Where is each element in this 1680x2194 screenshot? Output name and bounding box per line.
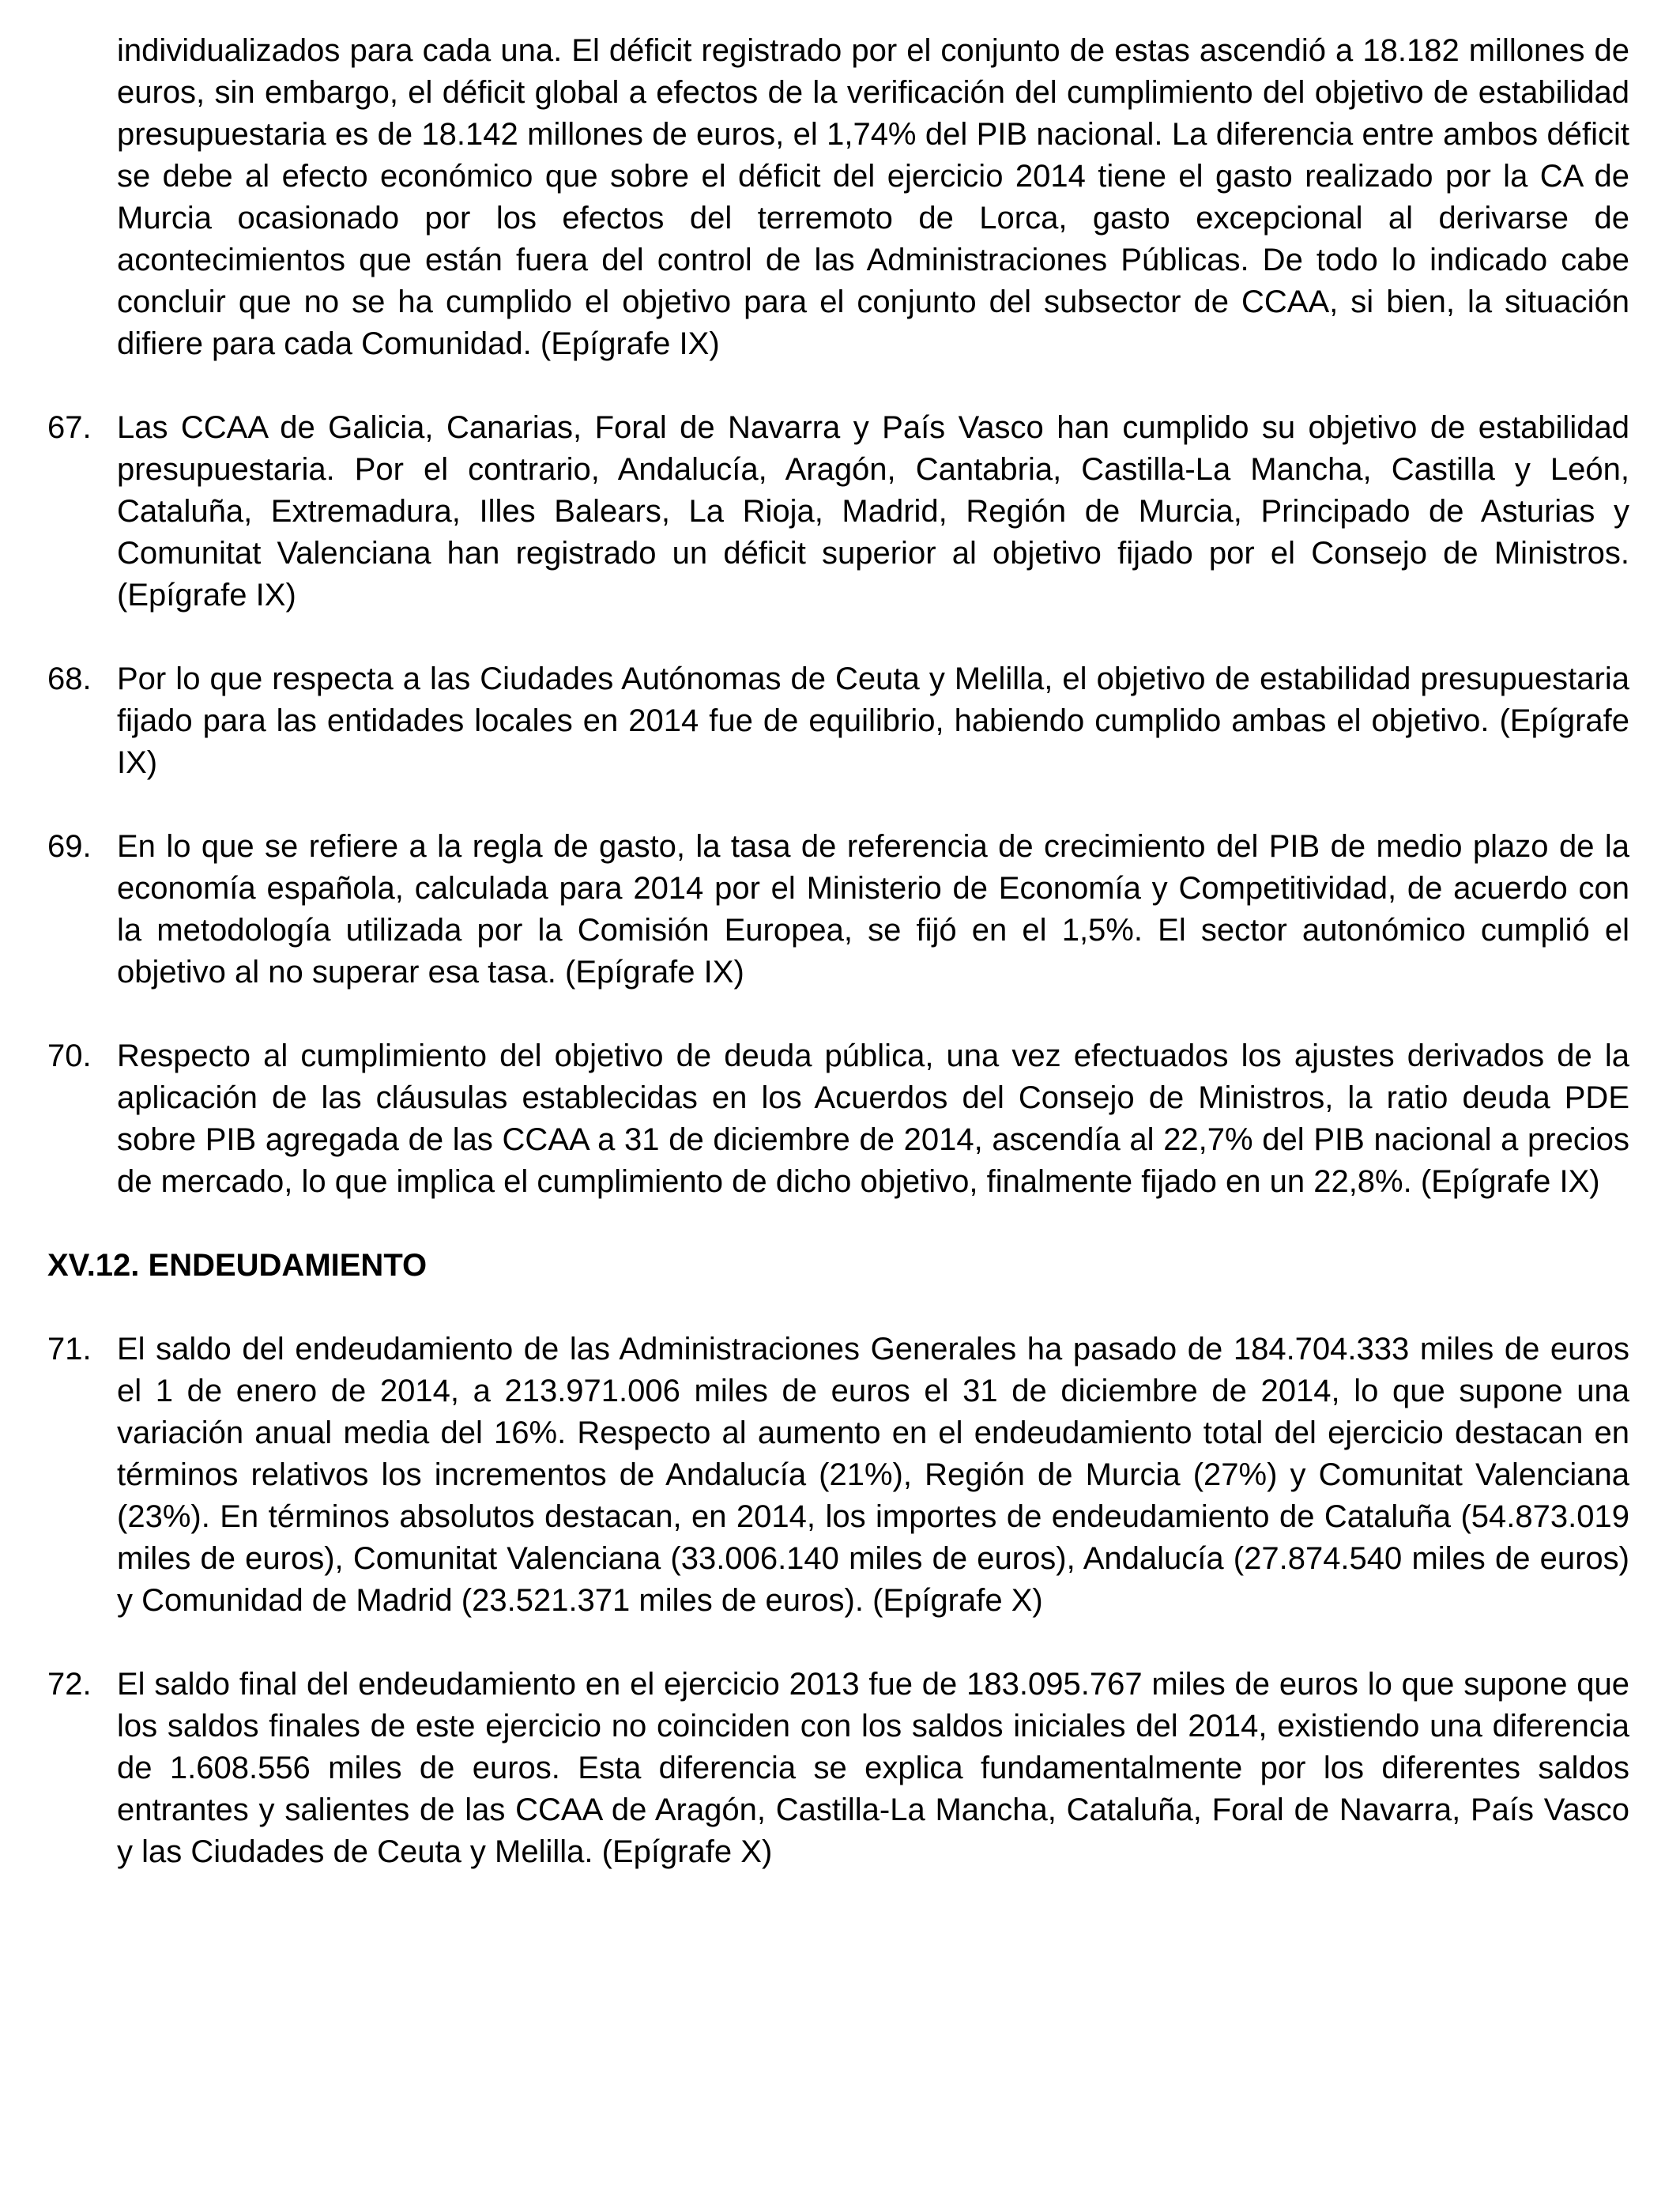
spacer — [47, 993, 1629, 1035]
item-number: 69. — [47, 829, 92, 864]
item-number: 67. — [47, 410, 92, 445]
list-item-68 — [47, 658, 1629, 784]
list-item-69 — [47, 826, 1629, 993]
item-text: Respecto al cumplimiento del objetivo de deuda pública, una vez efectuados los ajustes derivados de la aplicación de las cláusulas establecidas en los Acuerdos del Consejo de Ministros, la ratio deuda PDE sobre PIB agregada de las CCAA a 31 de diciembre de 2014, ascendía al 22,7% del PIB nacional a precios de mercado, lo que implica el cumplimiento de dicho objetivo, finalmente fijado en un 22,8%. (Epígrafe IX) — [117, 1039, 1629, 1199]
list-item-70 — [47, 1035, 1629, 1203]
item-text: Las CCAA de Galicia, Canarias, Foral de Navarra y País Vasco han cumplido su objetivo de estabilidad presupuestaria. Por el contrario, Andalucía, Aragón, Cantabria, Castilla-La Mancha, Castilla y León, Cataluña, Extremadura, Illes Balears, La Rioja, Madrid, Región de Murcia, Principado de Asturias y Comunitat Valenciana han registrado un déficit superior al objetivo fijado por el Consejo de Ministros. (Epígrafe IX) — [117, 410, 1629, 613]
spacer — [47, 616, 1629, 658]
spacer — [47, 1622, 1629, 1664]
list-item-71 — [47, 1329, 1629, 1622]
item-number: 70. — [47, 1039, 92, 1073]
list-item-67 — [47, 407, 1629, 616]
item-text: El saldo del endeudamiento de las Administraciones Generales ha pasado de 184.704.333 miles de euros el 1 de enero de 2014, a 213.971.006 miles de euros el 31 de diciembre de 2014, lo que supone una variación anual media del 16%. Respecto al aumento en el endeudamiento total del ejercicio destacan en términos relativos los incrementos de Andalucía (21%), Región de Murcia (27%) y Comunitat Valenciana (23%). En términos absolutos destacan, en 2014, los importes de endeudamiento de Cataluña (54.873.019 miles de euros), Comunitat Valenciana (33.006.140 miles de euros), Andalucía (27.874.540 miles de euros) y Comunidad de Madrid (23.521.371 miles de euros). (Epígrafe X) — [117, 1332, 1629, 1618]
item-number: 68. — [47, 662, 92, 696]
list-item-72 — [47, 1664, 1629, 1873]
item-text: En lo que se refiere a la regla de gasto, la tasa de referencia de crecimiento del PIB de medio plazo de la economía española, calculada para 2014 por el Ministerio de Economía y Competitividad, de acuerdo con la metodología utilizada por la Comisión Europea, se fijó en el 1,5%. El sector autonómico cumplió el objetivo al no superar esa tasa. (Epígrafe IX) — [117, 829, 1629, 990]
section-heading: XV.12. ENDEUDAMIENTO — [47, 1248, 428, 1283]
item-number: 72. — [47, 1667, 92, 1702]
spacer — [47, 365, 1629, 407]
spacer — [47, 1203, 1629, 1245]
item-text: El saldo final del endeudamiento en el ejercicio 2013 fue de 183.095.767 miles de euros lo que supone que los saldos finales de este ejercicio no coinciden con los saldos iniciales del 2014, existiendo una diferencia de 1.608.556 miles de euros. Esta diferencia se explica fundamentalmente por los diferentes saldos entrantes y salientes de las CCAA de Aragón, Castilla-La Mancha, Cataluña, Foral de Navarra, País Vasco y las Ciudades de Ceuta y Melilla. (Epígrafe X) — [117, 1667, 1629, 1869]
spacer — [47, 784, 1629, 826]
intro-paragraph: individualizados para cada una. El déficit registrado por el conjunto de estas ascendió a 18.182 millones de euros, sin embargo, el déficit global a efectos de la verificación del cumplimiento del objetivo de estabilidad presupuestaria es de 18.142 millones de euros, el 1,74% del PIB nacional. La diferencia entre ambos déficit se debe al efecto económico que sobre el déficit del ejercicio 2014 tiene el gasto realizado por la CA de Murcia ocasionado por los efectos del terremoto de Lorca, gasto excepcional al derivarse de acontecimientos que están fuera del control de las Administraciones Públicas. De todo lo indicado cabe concluir que no se ha cumplido el objetivo para el conjunto del subsector de CCAA, si bien, la situación difiere para cada Comunidad. (Epígrafe IX) — [117, 33, 1629, 361]
item-text: Por lo que respecta a las Ciudades Autónomas de Ceuta y Melilla, el objetivo de estabilidad presupuestaria fijado para las entidades locales en 2014 fue de equilibrio, habiendo cumplido ambas el objetivo. (Epígrafe IX) — [117, 662, 1629, 780]
spacer — [47, 1287, 1629, 1329]
item-number: 71. — [47, 1332, 92, 1367]
